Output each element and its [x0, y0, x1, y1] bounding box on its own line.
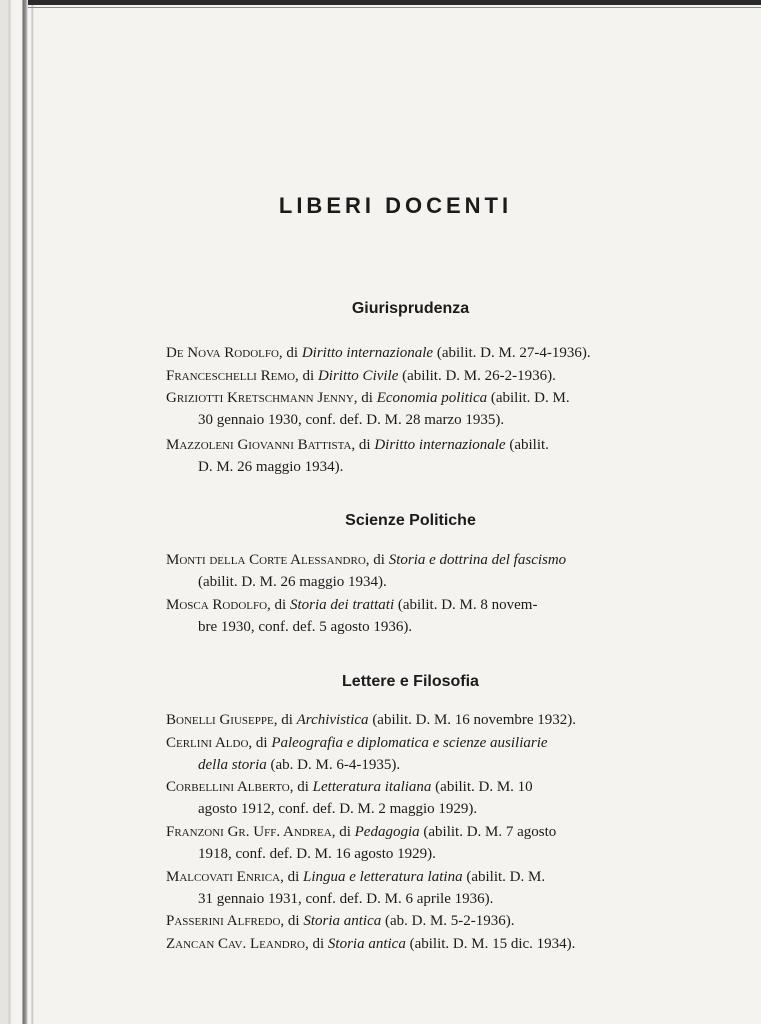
- separator: , di: [289, 779, 313, 795]
- subject: Paleografia e diplomatica e scienze ausiliarie: [271, 735, 548, 751]
- details: (ab. D. M. 5-2-1936).: [381, 913, 515, 929]
- docente-name: Bonelli Giuseppe: [166, 712, 274, 728]
- subject: Economia politica: [376, 390, 488, 406]
- separator: , di: [331, 824, 355, 840]
- details-continued: D. M. 26 maggio 1934).: [198, 459, 344, 475]
- separator: , di: [365, 552, 389, 568]
- details: (abilit. D. M. 10: [431, 779, 533, 795]
- docente-name: Malcovati Enrica: [166, 869, 281, 885]
- subject: Diritto internazionale: [301, 345, 434, 361]
- details-continued: [166, 754, 666, 776]
- separator: , di: [248, 735, 272, 751]
- details-continued: 1918, conf. def. D. M. 16 agosto 1929).: [198, 846, 436, 862]
- list-item: [166, 594, 666, 638]
- docente-name: Mosca Rodolfo: [166, 597, 268, 613]
- separator: , di: [305, 936, 328, 952]
- separator: , di: [351, 437, 375, 453]
- list-item: [166, 365, 666, 387]
- top-rule: [28, 0, 761, 5]
- list-item: [166, 434, 666, 478]
- docente-name: Cerlini Aldo: [166, 735, 249, 751]
- list-item: [166, 709, 666, 731]
- separator: , di: [280, 913, 304, 929]
- docente-name: Zancan Cav. Leandro: [166, 936, 305, 952]
- docente-name: Franceschelli Remo: [166, 368, 296, 384]
- docente-name: Corbellini Alberto: [166, 779, 290, 795]
- details: (abilit. D. M. 15 dic. 1934).: [405, 936, 576, 952]
- docente-name: Monti della Corte Alessandro: [166, 552, 366, 568]
- docente-name: Mazzoleni Giovanni Battista: [166, 437, 352, 453]
- details: (abilit. D. M. 27-4-1936).: [433, 345, 591, 361]
- subject: Storia e dottrina del fascismo: [388, 552, 567, 568]
- list-item: [166, 821, 666, 865]
- list-item: [166, 910, 666, 932]
- details: (abilit. D. M.: [487, 390, 570, 406]
- details-continued: (abilit. D. M. 26 maggio 1934).: [198, 574, 387, 590]
- subject: Pedagogia: [354, 824, 420, 840]
- subject: Lingua e letteratura latina: [302, 869, 463, 885]
- list-item: [166, 732, 666, 776]
- subject: Storia antica: [327, 936, 406, 952]
- subject: Storia antica: [303, 913, 382, 929]
- list-item: [166, 866, 666, 910]
- subject: Letteratura italiana: [312, 779, 432, 795]
- list-item: [166, 342, 666, 364]
- list-item: [166, 387, 666, 431]
- docente-name: Franzoni Gr. Uff. Andrea: [166, 824, 332, 840]
- subject: Diritto Civile: [317, 368, 399, 384]
- details: (abilit. D. M.: [462, 869, 546, 885]
- subject: Archivistica: [296, 712, 369, 728]
- list-item: [166, 776, 666, 820]
- separator: , di: [273, 712, 297, 728]
- details-continued: 31 gennaio 1931, conf. def. D. M. 6 aprile 1936).: [198, 891, 494, 907]
- separator: , di: [295, 368, 318, 384]
- separator: , di: [278, 345, 302, 361]
- details: (abilit. D. M. 26-2-1936).: [398, 368, 556, 384]
- subject-continued: della storia: [198, 757, 267, 773]
- details-continued: bre 1930, conf. def. 5 agosto 1936).: [198, 619, 413, 635]
- top-rule-thin: [28, 7, 761, 8]
- details: (abilit. D. M. 7 agosto: [419, 824, 557, 840]
- subject: Storia dei trattati: [289, 597, 395, 613]
- docente-name: De Nova Rodolfo: [166, 345, 279, 361]
- docente-name: Griziotti Kretschmann Jenny: [166, 390, 354, 406]
- separator: , di: [267, 597, 290, 613]
- subject: Diritto internazionale: [374, 437, 506, 453]
- details: (abilit. D. M. 8 novem-: [394, 597, 538, 613]
- details: (abilit.: [505, 437, 549, 453]
- list-item: [166, 549, 666, 593]
- separator: , di: [353, 390, 377, 406]
- list-item: [166, 933, 666, 955]
- details-continued-text: (ab. D. M. 6-4-1935).: [266, 757, 401, 773]
- section-heading-giurisprudenza: Giurisprudenza: [351, 300, 470, 317]
- section-heading-lettere-filosofia: Lettere e Filosofia: [342, 673, 479, 690]
- section-heading-scienze-politiche: Scienze Politiche: [345, 512, 476, 529]
- details: (abilit. D. M. 16 novembre 1932).: [368, 712, 577, 728]
- details-continued: 30 gennaio 1930, conf. def. D. M. 28 marzo 1935).: [198, 412, 505, 428]
- separator: , di: [280, 869, 303, 885]
- docente-name: Passerini Alfredo: [166, 913, 281, 929]
- page-title: LIBERI DOCENTI: [278, 193, 513, 218]
- details-continued: agosto 1912, conf. def. D. M. 2 maggio 1929).: [198, 801, 478, 817]
